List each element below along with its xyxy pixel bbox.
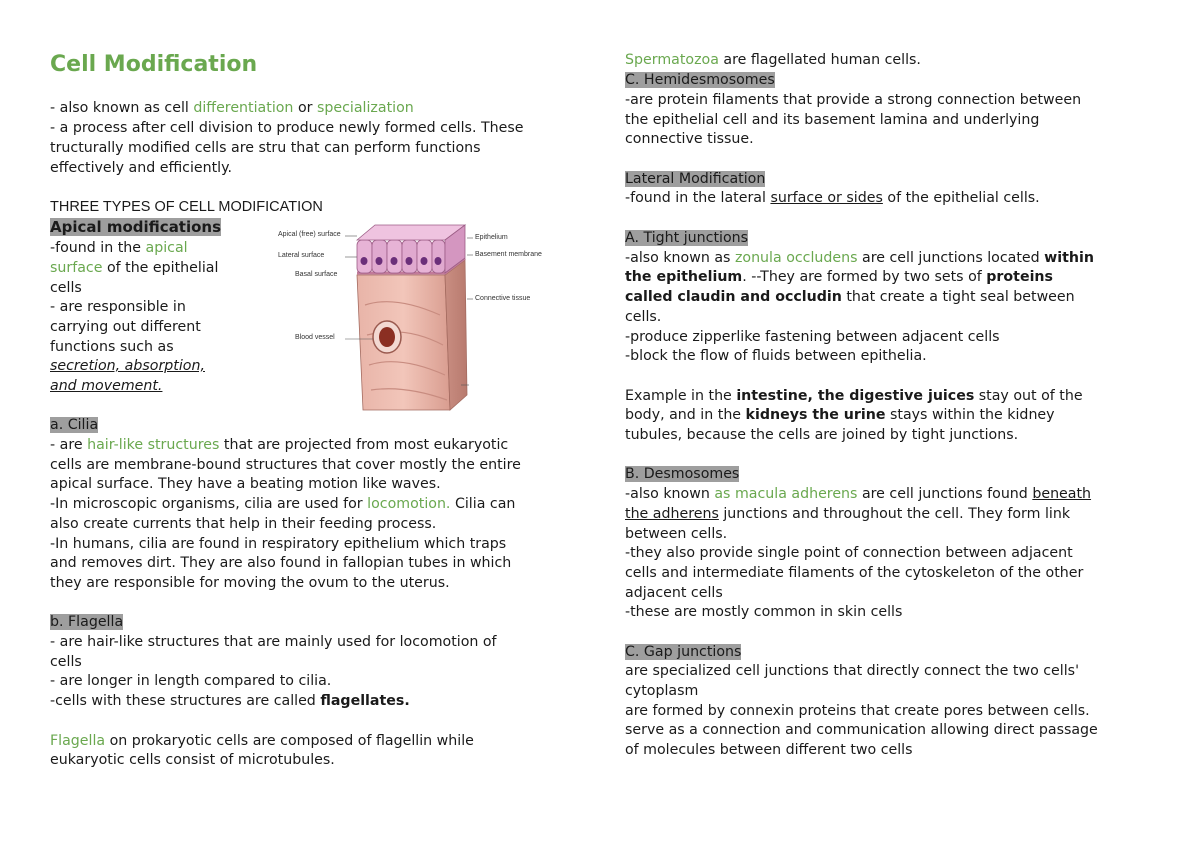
desmo-line-6: adjacent cells <box>625 585 723 601</box>
gap-line-1: are specialized cell junctions that directly connect the two cells' <box>625 663 1079 679</box>
flagella-line-5: Flagella on prokaryotic cells are composed of flagellin while <box>50 733 474 749</box>
flagella-line-4: -cells with these structures are called flagellates. <box>50 693 410 709</box>
desmo-line-2: the adherens junctions and throughout the cell. They form link <box>625 506 1071 522</box>
tight-line-2: the epithelium. --They are formed by two sets of proteins <box>625 269 1053 285</box>
example-line-1: Example in the intestine, the digestive juices stay out of the <box>625 388 1083 404</box>
tight-line-3: called claudin and occludin that create a tight seal between <box>625 289 1075 305</box>
label-epithelium: Epithelium <box>475 234 508 241</box>
cilia-line-6: -In humans, cilia are found in respiratory epithelium which traps <box>50 536 507 552</box>
cilia-line-5: also create currents that help in their feeding process. <box>50 516 437 532</box>
gap-line-3: are formed by connexin proteins that create pores between cells. <box>625 703 1090 719</box>
label-connective-tissue: Connective tissue <box>475 295 531 302</box>
cilia-line-8: they are responsible for moving the ovum to the uterus. <box>50 575 450 591</box>
page-title: Cell Modification <box>50 52 258 77</box>
desmo-line-5: cells and intermediate filaments of the cytoskeleton of the other <box>625 565 1084 581</box>
tight-line-4: cells. <box>625 309 662 325</box>
cilia-heading: a. Cilia <box>50 417 99 433</box>
hemidesmosomes-heading: C. Hemidesmosomes <box>625 72 775 88</box>
spermatozoa-line: Spermatozoa are flagellated human cells. <box>625 52 921 68</box>
apical-line-7: secretion, absorption, <box>50 358 205 374</box>
label-lateral-surface: Lateral surface <box>278 252 325 259</box>
lateral-line-1: -found in the lateral surface or sides of the epithelial cells. <box>625 190 1040 206</box>
tight-line-6: -block the flow of fluids between epithelia. <box>625 348 927 364</box>
desmo-line-3: between cells. <box>625 526 728 542</box>
cilia-line-4: -In microscopic organisms, cilia are used for locomotion. Cilia can <box>50 496 516 512</box>
cilia-line-2: cells are membrane-bound structures that cover mostly the entire <box>50 457 521 473</box>
gap-line-4: serve as a connection and communication allowing direct passage <box>625 722 1098 738</box>
apical-line-8: and movement. <box>50 378 163 394</box>
apical-line-5: carrying out different <box>50 319 201 335</box>
example-line-2: body, and in the kidneys the urine stays within the kidney <box>625 407 1055 423</box>
gap-line-5: of molecules between different two cells <box>625 742 913 758</box>
intro-line-2: - a process after cell division to produce newly formed cells. These <box>50 120 524 136</box>
lateral-heading: Lateral Modification <box>625 171 766 187</box>
label-apical-surface: Apical (free) surface <box>278 231 341 238</box>
flagella-line-6: eukaryotic cells consist of microtubules. <box>50 752 335 768</box>
intro-line-3: tructurally modified cells are stru that can perform functions <box>50 140 481 156</box>
tight-line-1: -also known as zonula occludens are cell junctions located within <box>625 250 1094 266</box>
apical-line-6: functions such as <box>50 339 174 355</box>
apical-heading: Apical modifications <box>50 218 222 236</box>
label-basement-membrane: Basement membrane <box>475 251 542 258</box>
flagella-line-2: cells <box>50 654 82 670</box>
flagella-heading: b. Flagella <box>50 614 124 630</box>
flagella-line-1: - are hair-like structures that are mainly used for locomotion of <box>50 634 497 650</box>
cilia-line-7: and removes dirt. They are also found in fallopian tubes in which <box>50 555 512 571</box>
hemi-line-1: -are protein filaments that provide a strong connection between <box>625 92 1082 108</box>
label-basal-surface: Basal surface <box>295 271 338 278</box>
cilia-line-1: - are hair-like structures that are projected from most eukaryotic <box>50 437 509 453</box>
apical-line-1: -found in the apical <box>50 240 188 256</box>
tight-junctions-heading: A. Tight junctions <box>625 230 749 246</box>
tight-line-5: -produce zipperlike fastening between adjacent cells <box>625 329 1000 345</box>
intro-line-1: - also known as cell differentiation or specialization <box>50 100 414 116</box>
hemi-line-3: connective tissue. <box>625 131 754 147</box>
apical-line-3: cells <box>50 280 82 296</box>
desmo-line-1: -also known as macula adherens are cell junctions found beneath <box>625 486 1092 502</box>
desmo-line-4: -they also provide single point of connection between adjacent <box>625 545 1073 561</box>
desmosomes-heading: B. Desmosomes <box>625 466 740 482</box>
types-heading: THREE TYPES OF CELL MODIFICATION <box>50 199 323 215</box>
cilia-line-3: apical surface. They have a beating motion like waves. <box>50 476 441 492</box>
apical-line-4: - are responsible in <box>50 299 186 315</box>
gap-line-2: cytoplasm <box>625 683 699 699</box>
gap-junctions-heading: C. Gap junctions <box>625 644 742 660</box>
epithelium-diagram <box>275 215 555 415</box>
desmo-line-7: -these are mostly common in skin cells <box>625 604 903 620</box>
intro-line-4: effectively and efficiently. <box>50 160 233 176</box>
flagella-line-3: - are longer in length compared to cilia. <box>50 673 332 689</box>
label-blood-vessel: Blood vessel <box>295 334 335 341</box>
hemi-line-2: the epithelial cell and its basement lamina and underlying <box>625 112 1040 128</box>
apical-line-2: surface of the epithelial <box>50 260 219 276</box>
epithelium-illustration <box>275 215 555 415</box>
example-line-3: tubules, because the cells are joined by tight junctions. <box>625 427 1019 443</box>
